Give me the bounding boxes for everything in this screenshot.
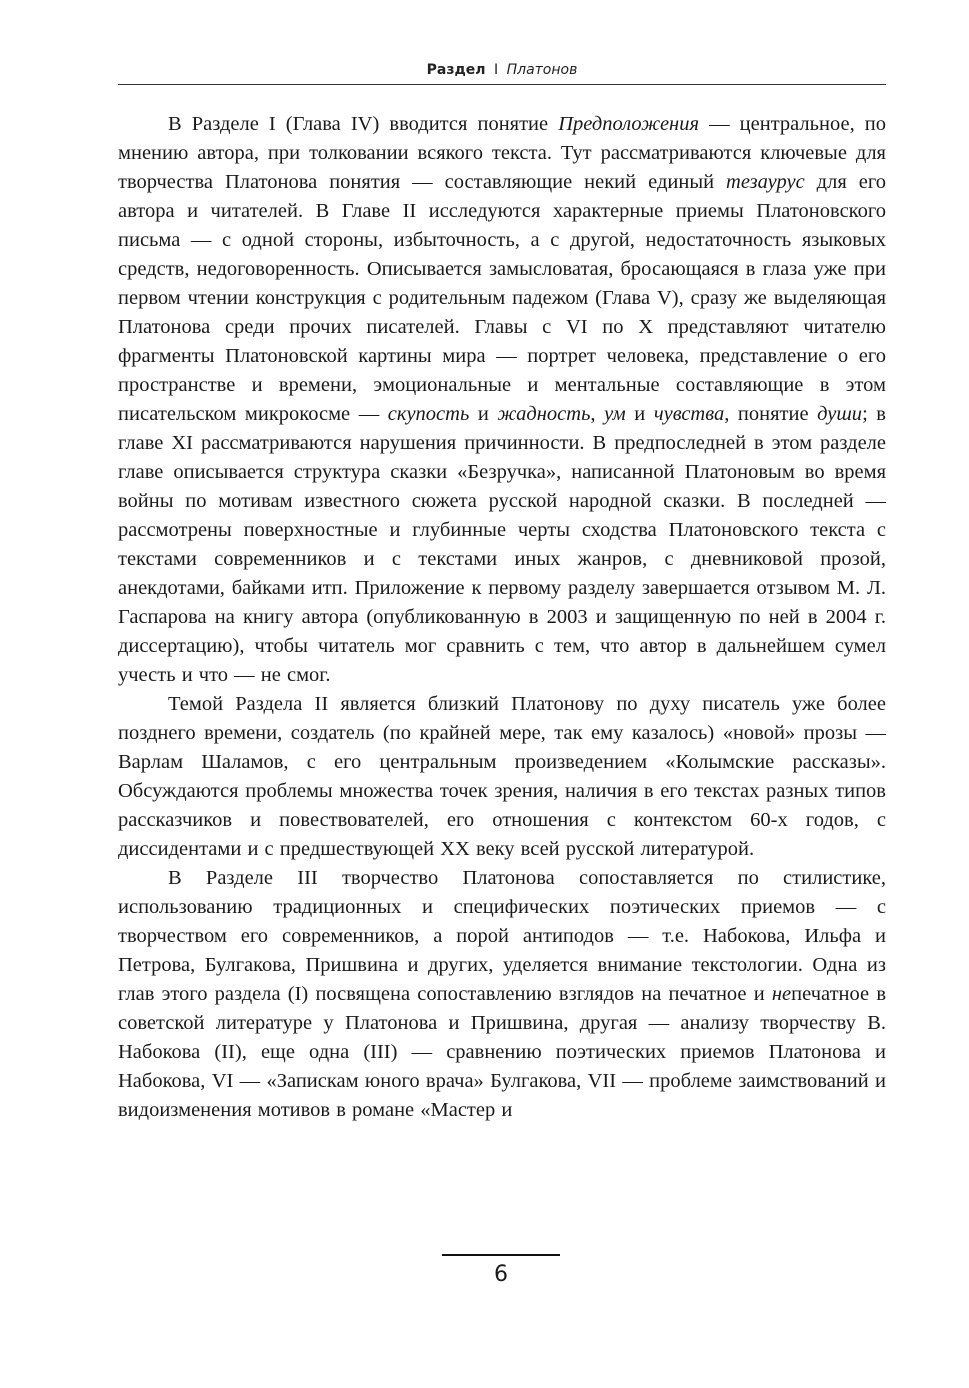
paragraph-2 <box>118 690 886 864</box>
paragraph-segment-italic: чувства <box>653 403 725 425</box>
running-header <box>118 62 886 78</box>
header-rule <box>118 84 886 85</box>
page-number: 6 <box>494 1262 508 1287</box>
header-subtitle: Платонов <box>506 62 578 78</box>
paragraph-segment: ; в главе XI рассматриваются нарушения причинности. В предпоследней в этом разделе главе описывается структура сказки «Безручка», написанной Платоновым во время войны по мотивам известного сюжета русской народной сказки. В последней — рассмотрены поверхностные и глубинные черты сходства Платоновского текста с текстами современников и с текстами иных жанров, с дневниковой прозой, анекдотами, байками итп. Приложение к первому разделу завершается отзывом М. Л. Гаспарова на книгу автора (опубликованную в 2003 и защищенную по ней в 2004 г. диссертацию), чтобы читатель мог сравнить с тем, что автор в дальнейшем сумел учесть и что — не смог. <box>118 403 886 686</box>
paragraph-segment-italic: ум <box>604 403 626 425</box>
header-section-label: Раздел <box>426 62 486 78</box>
paragraph-segment: и <box>469 403 498 425</box>
body-text <box>118 110 886 1125</box>
paragraph-segment: Темой Раздела II является близкий Платонову по духу писатель уже более позднего времени, создатель (по крайней мере, так ему казалось) «новой» прозы — Варлам Шаламов, с его центральным произведением «Колымские рассказы». Обсуждаются проблемы множества точек зрения, наличия в его текстах разных типов рассказчиков и повествователей, его отношения с контекстом 60-х годов, с диссидентами и с предшествующей XX веку всей русской литературой. <box>118 693 886 860</box>
paragraph-segment: и <box>625 403 654 425</box>
paragraph-segment: для его автора и читателей. В Главе II исследуются характерные приемы Платоновского письма — с одной стороны, избыточность, а с другой, недостаточность языковых средств, недоговоренность. Описывается замысловатая, бросающаяся в глаза уже при первом чтении конструкция с родительным падежом (Глава V), сразу же выделяющая Платонова среди прочих писателей. Главы с VI по X представляют читателю фрагменты Платоновской картины мира — портрет человека, представление о его пространстве и времени, эмоциональные и ментальные составляющие в этом писательском микрокосме — <box>118 171 886 425</box>
paragraph-segment: — центральное, по мнению автора, при толковании всякого текста. Тут рассматриваются ключевые для творчества Платонова понятия — составляющие некий единый <box>118 113 886 193</box>
paragraph-segment: , <box>590 403 605 425</box>
footer-rule <box>442 1254 560 1256</box>
header-separator: I <box>494 62 499 78</box>
paragraph-3 <box>118 864 886 1125</box>
paragraph-segment-italic: жадность <box>497 403 591 425</box>
paragraph-segment-italic: скупость <box>387 403 470 425</box>
paragraph-segment: В Разделе I (Глава IV) вводится понятие <box>168 113 559 135</box>
paragraph-segment: печатное в советской литературе у Платонова и Пришвина, другая — анализу творчеству В. Набокова (II), еще одна (III) — сравнению поэтических приемов Платонова и Набокова, VI — «Запискам юного врача» Булгакова, VII — проблеме заимствований и видоизменения мотивов в романе «Мастер и <box>118 983 886 1121</box>
paragraph-1 <box>118 110 886 690</box>
paragraph-segment-italic: тезаурус <box>726 171 805 193</box>
paragraph-segment-italic: не <box>771 983 792 1005</box>
paragraph-segment-italic: Предположения <box>558 113 699 135</box>
paragraph-segment: , понятие <box>724 403 818 425</box>
paragraph-segment-italic: души <box>817 403 863 425</box>
paragraph-segment: В Разделе III творчество Платонова сопоставляется по стилистике, использованию традиционных и специфических поэтических приемов — с творчеством его современников, а порой антиподов — т.е. Набокова, Ильфа и Петрова, Булгакова, Пришвина и других, уделяется внимание текстологии. Одна из глав этого раздела (I) посвящена сопоставлению взглядов на печатное и <box>118 867 886 1005</box>
